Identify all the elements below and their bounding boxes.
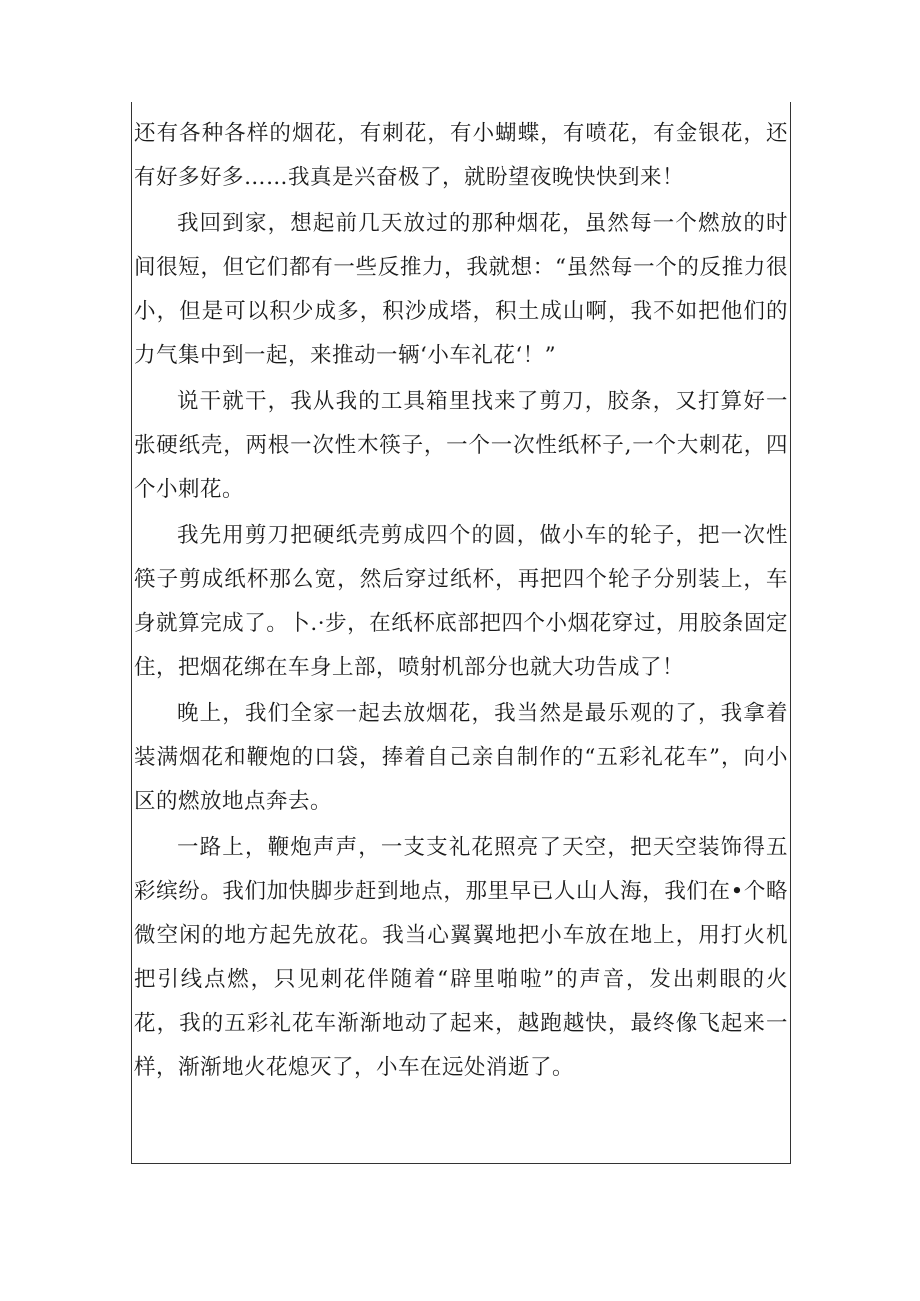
paragraph-2: 我回到家，想起前几天放过的那种烟花，虽然每一个燃放的时间很短，但它们都有一些反推力，我就想：“虽然每一个的反推力很小，但是可以积少成多，积沙成塔，积土成山啊，我不如把他们的力气集中到一起，来推动一辆‘小车礼花‘！” <box>134 211 788 368</box>
paragraph-3: 说干就干，我从我的工具箱里找来了剪刀，胶条，又打算好一张硬纸壳，两根一次性木筷子，一个一次性纸杯子,一个大刺花，四个小刺花。 <box>134 389 788 502</box>
paragraph-4: 我先用剪刀把硬纸壳剪成四个的圆，做小车的轮子，把一次性筷子剪成纸杯那么宽，然后穿过纸杯，再把四个轮子分别装上，车身就算完成了。卜.·步，在纸杯底部把四个小烟花穿过，用胶条固定住，把烟花绑在车身上部，喷射机部分也就大功告成了！ <box>134 523 788 680</box>
document-body <box>134 112 788 1090</box>
paragraph-5: 晚上，我们全家一起去放烟花，我当然是最乐观的了，我拿着装满烟花和鞭炮的口袋，捧着自己亲自制作的“五彩礼花车”，向小区的燃放地点奔去。 <box>134 701 788 814</box>
paragraph-1: 还有各种各样的烟花，有刺花，有小蝴蝶，有喷花，有金银花，还有好多好多……我真是兴奋极了，就盼望夜晚快快到来！ <box>134 121 788 190</box>
paragraph-6: 一路上，鞭炮声声，一支支礼花照亮了天空，把天空装饰得五彩缤纷。我们加快脚步赶到地点，那里早已人山人海，我们在•个略微空闲的地方起先放花。我当心翼翼地把小车放在地上，用打火机把引线点燃，只见刺花伴随着“辟里啪啦”的声音，发出刺眼的火花，我的五彩礼花车渐渐地动了起来，越跑越快，最终像飞起来一样，渐渐地火花熄灭了，小车在远处消逝了。 <box>134 835 788 1080</box>
document-frame <box>131 102 791 1164</box>
